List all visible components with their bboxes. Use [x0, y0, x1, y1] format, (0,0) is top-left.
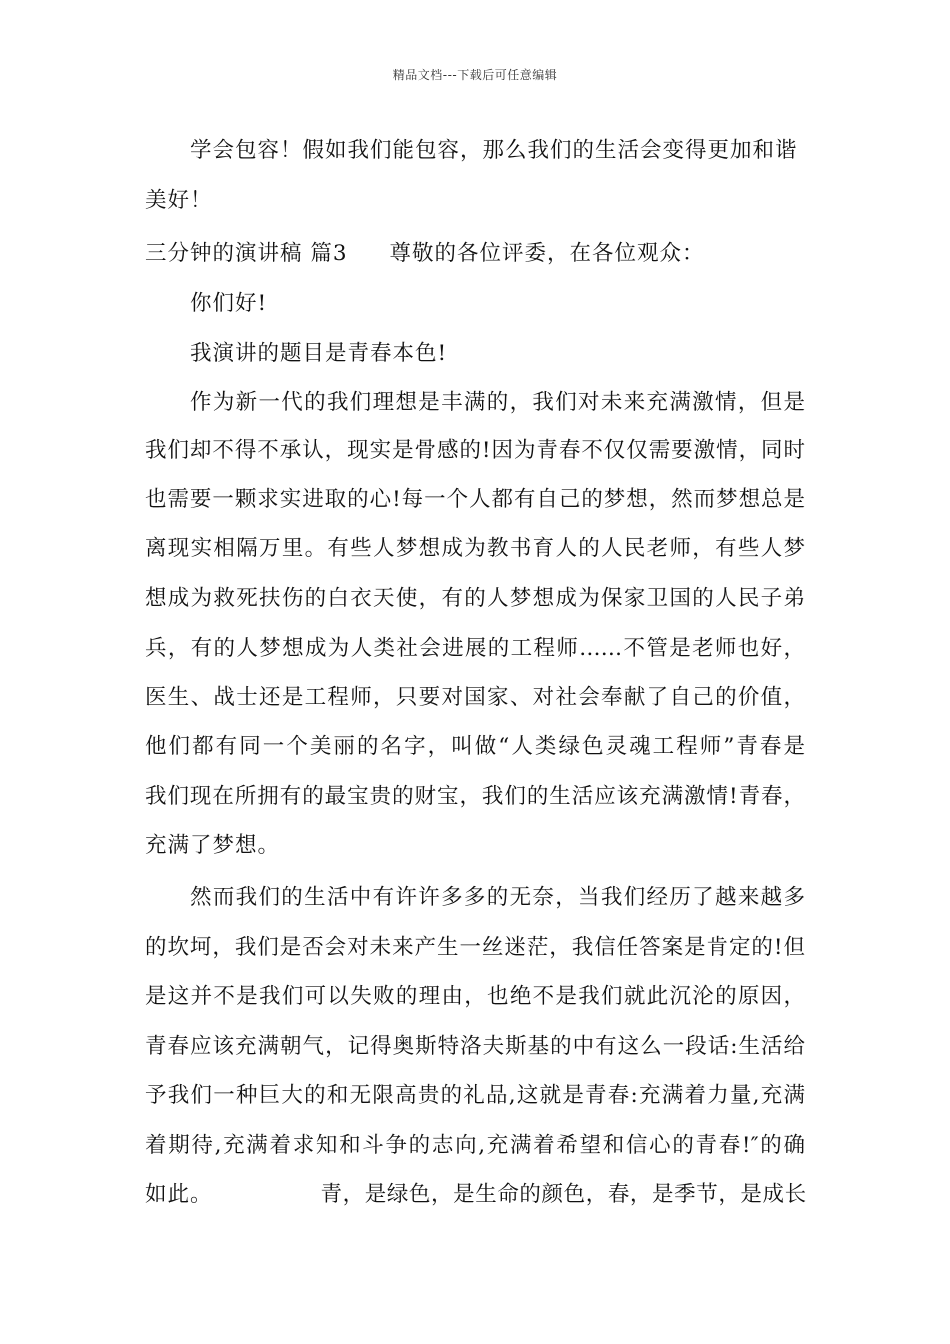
- paragraph-line: 我演讲的题目是青春本色!: [190, 341, 448, 366]
- paragraph-line: 离现实相隔万里。有些人梦想成为教书育人的人民老师，有些人梦: [145, 536, 805, 561]
- paragraph-line: 我们现在所拥有的最宝贵的财宝，我们的生活应该充满激情!青春，: [145, 784, 805, 809]
- salutation: 尊敬的各位评委，在各位观众：: [389, 241, 705, 266]
- paragraph-line: 他们都有同一个美丽的名字，叫做“人类绿色灵魂工程师”青春是: [145, 734, 805, 759]
- paragraph-line: 予我们一种巨大的和无限高贵的礼品,这就是青春:充满着力量,充满: [145, 1083, 805, 1108]
- paragraph-line: 我们却不得不承认，现实是骨感的!因为青春不仅仅需要激情，同时: [145, 438, 805, 463]
- paragraph-start: 青，是绿色，是生命的颜色，春，是季节，是成长: [320, 1182, 807, 1207]
- paragraph-line: 青春应该充满朝气，记得奥斯特洛夫斯基的中有这么一段话:生活给: [145, 1034, 805, 1059]
- paragraph-end: 如此。: [145, 1182, 213, 1207]
- paragraph-line: 医生、战士还是工程师，只要对国家、对社会奉献了自己的价值，: [145, 685, 805, 710]
- paragraph-line: 作为新一代的我们理想是丰满的，我们对未来充满激情，但是: [190, 390, 805, 415]
- paragraph-line: 想成为救死扶伤的白衣天使，有的人梦想成为保家卫国的人民子弟: [145, 586, 805, 611]
- section-title: 三分钟的演讲稿 篇3: [145, 241, 348, 266]
- paragraph-line: 着期待,充满着求知和斗争的志向,充满着希望和信心的青春!″的确: [145, 1133, 805, 1158]
- section-heading-line: [145, 239, 705, 269]
- paragraph-line: 的坎坷，我们是否会对未来产生一丝迷茫，我信任答案是肯定的!但: [145, 935, 805, 960]
- paragraph-line: 充满了梦想。: [145, 833, 281, 858]
- paragraph-line: 你们好!: [190, 291, 268, 316]
- paragraph-line: 然而我们的生活中有许许多多的无奈，当我们经历了越来越多: [190, 885, 805, 910]
- page-header: 精品文档---下载后可任意编辑: [392, 68, 558, 82]
- paragraph-line: 也需要一颗求实进取的心!每一个人都有自己的梦想，然而梦想总是: [145, 487, 805, 512]
- paragraph-line-split: [145, 1180, 805, 1210]
- paragraph-line: 是这并不是我们可以失败的理由，也绝不是我们就此沉沦的原因，: [145, 984, 805, 1009]
- paragraph-line: 兵，有的人梦想成为人类社会进展的工程师……不管是老师也好，: [145, 636, 805, 661]
- paragraph-line: 学会包容！假如我们能包容，那么我们的生活会变得更加和谐: [190, 138, 798, 163]
- paragraph-line: 美好！: [145, 188, 213, 213]
